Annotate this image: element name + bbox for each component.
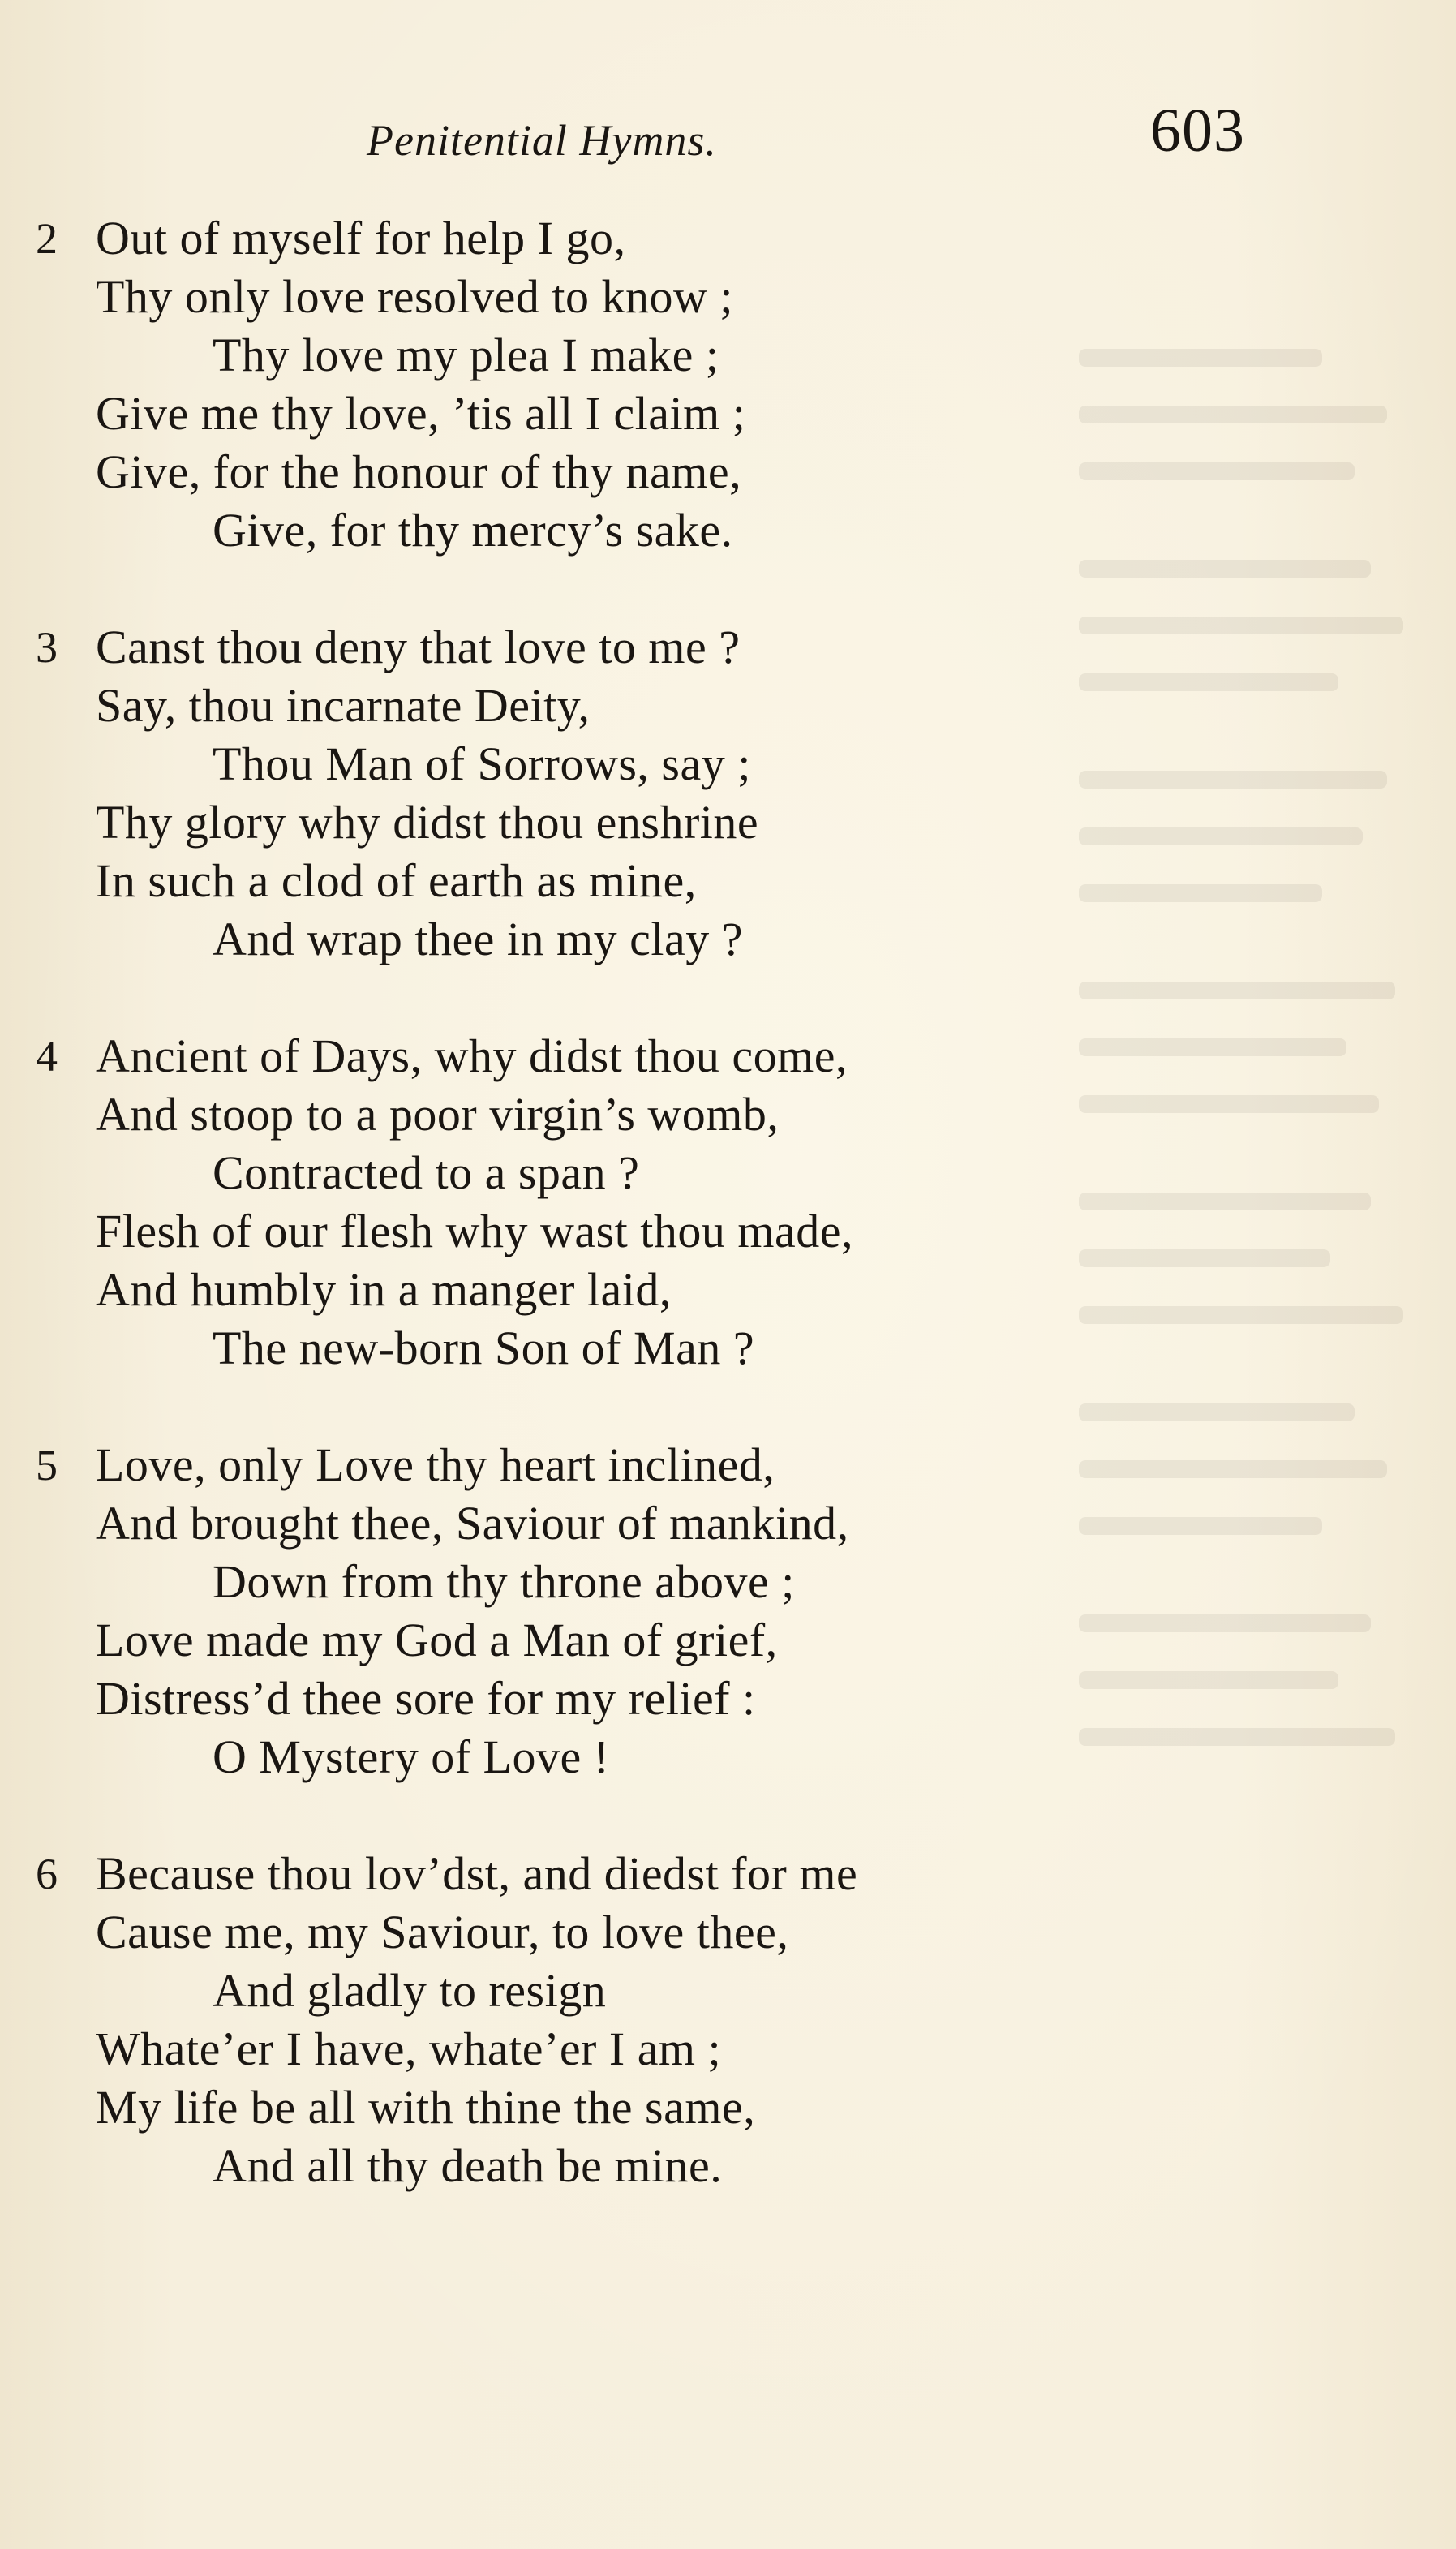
stanza-number: 3 [36, 623, 58, 672]
verse-line: Thy love my plea I make ; [213, 329, 719, 381]
verse-line: Canst thou deny that love to me ? [96, 621, 741, 673]
stanza-number: 2 [36, 214, 58, 263]
verse-line: Whate’er I have, whate’er I am ; [96, 2022, 722, 2075]
verse-line: Love, only Love thy heart inclined, [96, 1438, 775, 1491]
verse-line: Give, for the honour of thy name, [96, 445, 742, 498]
verse-line: Give me thy love, ’tis all I claim ; [96, 387, 746, 440]
verse-line: My life be all with thine the same, [96, 2081, 756, 2134]
verse-line: And wrap thee in my clay ? [213, 913, 744, 965]
verse-line: And gladly to resign [213, 1964, 607, 2017]
verse-line: Because thou lov’dst, and diedst for me [96, 1847, 858, 1900]
verse-line: Thy glory why didst thou enshrine [96, 796, 759, 849]
verse-line: Thy only love resolved to know ; [96, 270, 734, 323]
verse-line: Down from thy throne above ; [213, 1555, 795, 1608]
verse-line: And all thy death be mine. [213, 2139, 723, 2192]
stanza-number: 5 [36, 1441, 58, 1489]
verse-line: Flesh of our flesh why wast thou made, [96, 1205, 853, 1257]
verse-line: Out of myself for help I go, [96, 212, 626, 264]
verse-line: Give, for thy mercy’s sake. [213, 504, 733, 557]
verse-line: Love made my God a Man of grief, [96, 1614, 778, 1666]
verse-line: Cause me, my Saviour, to love thee, [96, 1906, 789, 1958]
verse-line: Say, thou incarnate Deity, [96, 679, 591, 732]
page-header [0, 96, 1456, 177]
verse-line: In such a clod of earth as mine, [96, 854, 697, 907]
verse-line: Ancient of Days, why didst thou come, [96, 1029, 848, 1082]
verse-line: And brought thee, Saviour of mankind, [96, 1497, 849, 1550]
verse-line: Thou Man of Sorrows, say ; [213, 737, 751, 790]
show-through-text [1079, 349, 1436, 2458]
page-number: 603 [1150, 97, 1245, 165]
running-title: Penitential Hymns. [367, 116, 717, 165]
verse-line: And humbly in a manger laid, [96, 1263, 672, 1316]
verse-line: And stoop to a poor virgin’s womb, [96, 1088, 780, 1141]
verse-line: Distress’d thee sore for my relief : [96, 1672, 756, 1725]
stanza-number: 4 [36, 1032, 58, 1081]
stanza-number: 6 [36, 1850, 58, 1898]
verse-line: Contracted to a span ? [213, 1146, 640, 1199]
verse-line: The new-born Son of Man ? [213, 1322, 755, 1374]
verse-line: O Mystery of Love ! [213, 1730, 610, 1783]
